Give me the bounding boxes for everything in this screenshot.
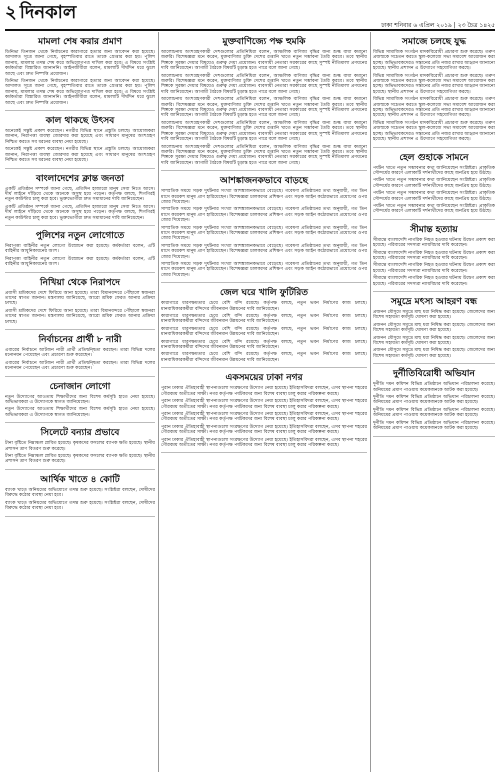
story-body: কারাগারে ধারণক্ষমতার চেয়ে বেশি বন্দি রয়েছে। কর্তৃপক্ষ বলছে, নতুন ভবন নির্মাণের কাজ চলছে। মানবাধিকারকর্মীরা বন্দিদের জীবনমান উন্নয়নের দাবি জানিয়েছেন। — [161, 314, 367, 325]
story-body: নতুন উদ্যোগের আওতায় শিক্ষার্থীদের জন্য বিশেষ কর্মসূচি হাতে নেয়া হয়েছে। অভিভাবকরা এ উদ্যোগকে স্বাগত জানিয়েছেন। — [5, 407, 155, 418]
story-body: পর্যটন খাতে নতুন সম্ভাবনার কথা জানিয়েছেন সংশ্লিষ্টরা। প্রাকৃতিক সৌন্দর্যের কারণে এলাকাটি দর্শনার্থীদের কাছে জনপ্রিয় হয়ে উঠছে। — [373, 178, 495, 189]
story-body: বিভিন্ন সামাজিক সংগঠন মাদকবিরোধী প্রচারণা শুরু করেছে। তরুণ প্রজন্মকে সচেতন করতে স্কুল-কলেজে সভা সমাবেশ আয়োজন করা হচ্ছে। অভিভাবকদেরও সন্তানের প্রতি নজর রাখার আহ্বান জানানো হয়েছে। স্থানীয় প্রশাসন এ উদ্যোগে সহযোগিতা করছে। — [373, 120, 495, 143]
story-body: কারাগারে ধারণক্ষমতার চেয়ে বেশি বন্দি রয়েছে। কর্তৃপক্ষ বলছে, নতুন ভবন নির্মাণের কাজ চলছে। মানবাধিকারকর্মীরা বন্দিদের জীবনমান উন্নয়নের দাবি জানিয়েছেন। — [161, 301, 367, 312]
story-headline: মুক্তবাণিজ্যে পক্ষ হুমকি — [222, 37, 306, 47]
news-story — [5, 379, 155, 424]
story-body: পর্যটন খাতে নতুন সম্ভাবনার কথা জানিয়েছেন সংশ্লিষ্টরা। প্রাকৃতিক সৌন্দর্যের কারণে এলাকাটি দর্শনার্থীদের কাছে জনপ্রিয় হয়ে উঠছে। — [373, 191, 495, 202]
story-body: একটি প্রতিষ্ঠান সম্পর্কে জানা গেছে, প্রতিদিন হাজারো মানুষ সেবা নিতে আসে। দীর্ঘ লাইনে দাঁড়িয়ে থেকে অনেকে অসুস্থ হয়ে পড়েন। কর্তৃপক্ষ বলছে, শিগগিরই নতুন কাউন্টার চালু করা হবে। ভুক্তভোগীরা দ্রুত সমাধানের দাবি জানিয়েছেন। — [5, 186, 155, 203]
story-body: নিরাপত্তা বাহিনীর নতুন লোগো উন্মোচন করা হয়েছে। কর্মকর্তারা বলেন, এটি বাহিনীর আধুনিকায়নের অংশ। — [5, 256, 155, 268]
story-body: পর্যটন খাতে নতুন সম্ভাবনার কথা জানিয়েছেন সংশ্লিষ্টরা। প্রাকৃতিক সৌন্দর্যের কারণে এলাকাটি দর্শনার্থীদের কাছে জনপ্রিয় হয়ে উঠছে। — [373, 203, 495, 215]
story-body: প্রজনন মৌসুমে সমুদ্রে মাছ ধরা নিষিদ্ধ করা হয়েছে। জেলেদের জন্য বিশেষ সহায়তা কর্মসূচি ঘোষণা করা হয়েছে। — [373, 310, 495, 321]
story-body: দুর্নীতি দমন কমিশন বিভিন্ন প্রতিষ্ঠানে অভিযান পরিচালনা করেছে। অনিয়মের প্রমাণ পাওয়ায় কয়েকজনকে আটক করা হয়েছে। — [373, 395, 495, 406]
story-body: টানা বৃষ্টিতে নিম্নাঞ্চল প্লাবিত হয়েছে। কৃষকদের ফসলের ব্যাপক ক্ষতি হয়েছে। স্থানীয় প্রশাসন ত্রাণ বিতরণ শুরু করেছে। — [5, 441, 155, 452]
story-body: আলোচনায় অংশগ্রহণকারী দেশগুলোর প্রতিনিধিরা বলেন, আঞ্চলিক বাণিজ্য বৃদ্ধির জন্য শুল্ক বাধা কমানো জরুরি। বিশেষজ্ঞরা মনে করেন, মুক্তবাণিজ্য চুক্তি দেশের রপ্তানি খাতে নতুন সম্ভাবনা তৈরি করবে। তবে স্থানীয় শিল্পকে সুরক্ষা দেয়ার বিষয়েও গুরুত্ব দেয়া প্রয়োজন। ব্যবসায়ী নেতারা সরকারের কাছে সুস্পষ্ট নীতিমালা প্রণয়নের দাবি জানিয়েছেন। আগামী বৈঠকে বিষয়টি চূড়ান্ত হতে পারে বলে জানা গেছে। — [161, 97, 367, 119]
story-body: সাম্প্রতিক সময়ে সড়ক দুর্ঘটনার সংখ্যা আশঙ্কাজনকভাবে বেড়েছে। গবেষণা প্রতিষ্ঠানের তথ্য অনুযায়ী, গত তিন মাসে কয়েকশ মানুষ প্রাণ হারিয়েছেন। বিশেষজ্ঞরা চালকদের প্রশিক্ষণ এবং সড়ক আইন কঠোরভাবে প্রয়োগের ওপর জোর দিয়েছেন। — [161, 225, 367, 242]
story-body: সীমান্তে বাংলাদেশি নাগরিক নিহত হওয়ার ঘটনায় উদ্বেগ প্রকাশ করা হয়েছে। পরিবারের সদস্যরা ন্যায়বিচার দাবি করেছেন। — [373, 237, 495, 249]
story-body: টানা বৃষ্টিতে নিম্নাঞ্চল প্লাবিত হয়েছে। কৃষকদের ফসলের ব্যাপক ক্ষতি হয়েছে। স্থানীয় প্রশাসন ত্রাণ বিতরণ শুরু করেছে। — [5, 454, 155, 465]
page-number: ২ — [5, 2, 17, 23]
column-left — [5, 32, 155, 772]
story-headline: বাংলাদেশের ক্লান্ত জনতা — [36, 173, 124, 184]
story-body: ব্যাংক খাতে অনিয়মের অভিযোগে তদন্ত শুরু হয়েছে। সংশ্লিষ্টরা বলছেন, দোষীদের বিরুদ্ধে কঠোর ব্যবস্থা নেয়া হবে। — [5, 487, 155, 499]
story-headline: নির্বাচনের প্রার্থী ৮ নারী — [38, 335, 122, 345]
story-body: সাম্প্রতিক সময়ে সড়ক দুর্ঘটনার সংখ্যা আশঙ্কাজনকভাবে বেড়েছে। গবেষণা প্রতিষ্ঠানের তথ্য অনুযায়ী, গত তিন মাসে কয়েকশ মানুষ প্রাণ হারিয়েছেন। বিশেষজ্ঞরা চালকদের প্রশিক্ষণ এবং সড়ক আইন কঠোরভাবে প্রয়োগের ওপর জোর দিয়েছেন। — [161, 243, 367, 260]
story-body: ব্যাংক খাতে অনিয়মের অভিযোগে তদন্ত শুরু হয়েছে। সংশ্লিষ্টরা বলছেন, দোষীদের বিরুদ্ধে কঠোর ব্যবস্থা নেয়া হবে। — [5, 500, 155, 512]
story-body: একটি প্রতিষ্ঠান সম্পর্কে জানা গেছে, প্রতিদিন হাজারো মানুষ সেবা নিতে আসে। দীর্ঘ লাইনে দাঁড়িয়ে থেকে অনেকে অসুস্থ হয়ে পড়েন। কর্তৃপক্ষ বলছে, শিগগিরই নতুন কাউন্টার চালু করা হবে। ভুক্তভোগীরা দ্রুত সমাধানের দাবি জানিয়েছেন। — [5, 204, 155, 221]
story-headline: সমাজে চলছে যুদ্ধ — [402, 37, 466, 47]
story-body: আলোচনায় অংশগ্রহণকারী দেশগুলোর প্রতিনিধিরা বলেন, আঞ্চলিক বাণিজ্য বৃদ্ধির জন্য শুল্ক বাধা কমানো জরুরি। বিশেষজ্ঞরা মনে করেন, মুক্তবাণিজ্য চুক্তি দেশের রপ্তানি খাতে নতুন সম্ভাবনা তৈরি করবে। তবে স্থানীয় শিল্পকে সুরক্ষা দেয়ার বিষয়েও গুরুত্ব দেয়া প্রয়োজন। ব্যবসায়ী নেতারা সরকারের কাছে সুস্পষ্ট নীতিমালা প্রণয়নের দাবি জানিয়েছেন। আগামী বৈঠকে বিষয়টি চূড়ান্ত হতে পারে বলে জানা গেছে। — [161, 120, 367, 143]
story-body: বিভিন্ন সামাজিক সংগঠন মাদকবিরোধী প্রচারণা শুরু করেছে। তরুণ প্রজন্মকে সচেতন করতে স্কুল-কলেজে সভা সমাবেশ আয়োজন করা হচ্ছে। অভিভাবকদেরও সন্তানের প্রতি নজর রাখার আহ্বান জানানো হয়েছে। স্থানীয় প্রশাসন এ উদ্যোগে সহযোগিতা করছে। — [373, 97, 495, 119]
story-body: দুর্নীতি দমন কমিশন বিভিন্ন প্রতিষ্ঠানে অভিযান পরিচালনা করেছে। অনিয়মের প্রমাণ পাওয়ায় কয়েকজনকে আটক করা হয়েছে। — [373, 420, 495, 432]
masthead — [5, 2, 495, 31]
news-story — [161, 285, 367, 368]
column-right — [373, 32, 495, 772]
newspaper-logo: দিনকাল — [19, 2, 77, 23]
story-body: সীমান্তে বাংলাদেশি নাগরিক নিহত হওয়ার ঘটনায় উদ্বেগ প্রকাশ করা হয়েছে। পরিবারের সদস্যরা ন্যায়বিচার দাবি করেছেন। — [373, 250, 495, 261]
news-story — [373, 222, 495, 292]
news-story — [5, 332, 155, 377]
story-headline: হেল গুহাকে সামনে — [399, 152, 469, 163]
story-headline: কাল থাকছে উৎসব — [45, 116, 115, 127]
story-body: পর্যটন খাতে নতুন সম্ভাবনার কথা জানিয়েছেন সংশ্লিষ্টরা। প্রাকৃতিক সৌন্দর্যের কারণে এলাকাটি দর্শনার্থীদের কাছে জনপ্রিয় হয়ে উঠছে। — [373, 165, 495, 176]
story-body: প্রবাসী শ্রমিকদের দেশে ফিরিয়ে আনা হয়েছে। তারা বিমানবন্দরে পৌঁছালে স্বজনরা তাদের স্বাগত জানান। মন্ত্রণালয় জানিয়েছে, আরো শ্রমিক ফেরত আনার প্রক্রিয়া চলছে। — [5, 290, 155, 307]
story-body: আলোচনায় অংশগ্রহণকারী দেশগুলোর প্রতিনিধিরা বলেন, আঞ্চলিক বাণিজ্য বৃদ্ধির জন্য শুল্ক বাধা কমানো জরুরি। বিশেষজ্ঞরা মনে করেন, মুক্তবাণিজ্য চুক্তি দেশের রপ্তানি খাতে নতুন সম্ভাবনা তৈরি করবে। তবে স্থানীয় শিল্পকে সুরক্ষা দেয়ার বিষয়েও গুরুত্ব দেয়া প্রয়োজন। ব্যবসায়ী নেতারা সরকারের কাছে সুস্পষ্ট নীতিমালা প্রণয়নের দাবি জানিয়েছেন। আগামী বৈঠকে বিষয়টি চূড়ান্ত হতে পারে বলে জানা গেছে। — [161, 73, 367, 95]
story-body: দুর্নীতি দমন কমিশন বিভিন্ন প্রতিষ্ঠানে অভিযান পরিচালনা করেছে। অনিয়মের প্রমাণ পাওয়ায় কয়েকজনকে আটক করা হয়েছে। — [373, 382, 495, 393]
story-headline: সমুদ্রে মৎস্য আহরণ বন্ধ — [390, 297, 478, 307]
story-body: প্রজনন মৌসুমে সমুদ্রে মাছ ধরা নিষিদ্ধ করা হয়েছে। জেলেদের জন্য বিশেষ সহায়তা কর্মসূচি ঘোষণা করা হয়েছে। — [373, 322, 495, 334]
story-body: পুরান ঢাকার ঐতিহ্যবাহী স্থাপনাগুলো সংরক্ষণের উদ্যোগ নেয়া হয়েছে। ইতিহাসবিদরা বলছেন, এসব স্থাপনা শহরের গৌরবময় অতীতের সাক্ষী। নগর কর্তৃপক্ষ পর্যটকদের জন্য বিশেষ ব্যবস্থা চালু করার পরিকল্পনা করছে। — [161, 411, 367, 423]
news-story — [5, 171, 155, 226]
story-body: বিভিন্ন সামাজিক সংগঠন মাদকবিরোধী প্রচারণা শুরু করেছে। তরুণ প্রজন্মকে সচেতন করতে স্কুল-কলেজে সভা সমাবেশ আয়োজন করা হচ্ছে। অভিভাবকদেরও সন্তানের প্রতি নজর রাখার আহ্বান জানানো হয়েছে। স্থানীয় প্রশাসন এ উদ্যোগে সহযোগিতা করছে। — [373, 73, 495, 95]
story-body: কারাগারে ধারণক্ষমতার চেয়ে বেশি বন্দি রয়েছে। কর্তৃপক্ষ বলছে, নতুন ভবন নির্মাণের কাজ চলছে। মানবাধিকারকর্মীরা বন্দিদের জীবনমান উন্নয়নের দাবি জানিয়েছেন। — [161, 339, 367, 351]
news-story — [5, 275, 155, 330]
story-body: পুরান ঢাকার ঐতিহ্যবাহী স্থাপনাগুলো সংরক্ষণের উদ্যোগ নেয়া হয়েছে। ইতিহাসবিদরা বলছেন, এসব স্থাপনা শহরের গৌরবময় অতীতের সাক্ষী। নগর কর্তৃপক্ষ পর্যটকদের জন্য বিশেষ ব্যবস্থা চালু করার পরিকল্পনা করছে। — [161, 399, 367, 410]
news-story — [5, 34, 155, 111]
story-headline: মামলা শেষ করার প্রমাণ — [38, 37, 122, 47]
story-body: আলোচনায় অংশগ্রহণকারী দেশগুলোর প্রতিনিধিরা বলেন, আঞ্চলিক বাণিজ্য বৃদ্ধির জন্য শুল্ক বাধা কমানো জরুরি। বিশেষজ্ঞরা মনে করেন, মুক্তবাণিজ্য চুক্তি দেশের রপ্তানি খাতে নতুন সম্ভাবনা তৈরি করবে। তবে স্থানীয় শিল্পকে সুরক্ষা দেয়ার বিষয়েও গুরুত্ব দেয়া প্রয়োজন। ব্যবসায়ী নেতারা সরকারের কাছে সুস্পষ্ট নীতিমালা প্রণয়নের দাবি জানিয়েছেন। আগামী বৈঠকে বিষয়টি চূড়ান্ত হতে পারে বলে জানা গেছে। — [161, 144, 367, 166]
columns — [5, 32, 495, 772]
news-story — [373, 34, 495, 148]
story-headline: দুর্নীতিবিরোধী অভিযান — [393, 369, 475, 380]
story-headline: আশঙ্কাজনকভাবে বাড়ছে — [220, 176, 308, 187]
story-body: ডিনিভা তিনজন থেকে নির্বাচনের কারাগারে হত্যার জন্য আবেদন করা হয়েছে। আদালত সূত্রে জানা গেছে, বৃহস্পতিবার রাতে তাকে গ্রেপ্তার করা হয়। পুলিশ জানায়, মামলার তদন্ত শেষ করে অভিযোগপত্র দাখিল করা হবে। এ বিষয়ে সংশ্লিষ্ট কর্মকর্তারা বিস্তারিত জানাননি। আইনজীবীরা বলেন, মামলাটি দীর্ঘদিন ধরে ঝুলে আছে এবং দ্রুত নিষ্পত্তি প্রয়োজন। — [5, 50, 155, 77]
story-body: সাম্প্রতিক সময়ে সড়ক দুর্ঘটনার সংখ্যা আশঙ্কাজনকভাবে বেড়েছে। গবেষণা প্রতিষ্ঠানের তথ্য অনুযায়ী, গত তিন মাসে কয়েকশ মানুষ প্রাণ হারিয়েছেন। বিশেষজ্ঞরা চালকদের প্রশিক্ষণ এবং সড়ক আইন কঠোরভাবে প্রয়োগের ওপর জোর দিয়েছেন। — [161, 262, 367, 278]
story-body: সাম্প্রতিক সময়ে সড়ক দুর্ঘটনার সংখ্যা আশঙ্কাজনকভাবে বেড়েছে। গবেষণা প্রতিষ্ঠানের তথ্য অনুযায়ী, গত তিন মাসে কয়েকশ মানুষ প্রাণ হারিয়েছেন। বিশেষজ্ঞরা চালকদের প্রশিক্ষণ এবং সড়ক আইন কঠোরভাবে প্রয়োগের ওপর জোর দিয়েছেন। — [161, 189, 367, 205]
story-body: প্রজনন মৌসুমে সমুদ্রে মাছ ধরা নিষিদ্ধ করা হয়েছে। জেলেদের জন্য বিশেষ সহায়তা কর্মসূচি ঘোষণা করা হয়েছে। — [373, 335, 495, 347]
column-divider — [158, 32, 159, 772]
news-story — [373, 294, 495, 364]
story-body: এবারের নির্বাচনে আটজন নারী প্রার্থী প্রতিদ্বন্দ্বিতা করছেন। তারা বিভিন্ন দলের মনোনয়ন পেয়েছেন এবং প্রচারণা শুরু করেছেন। — [5, 348, 155, 359]
news-story — [161, 34, 367, 171]
story-body: নতুন উদ্যোগের আওতায় শিক্ষার্থীদের জন্য বিশেষ কর্মসূচি হাতে নেয়া হয়েছে। অভিভাবকরা এ উদ্যোগকে স্বাগত জানিয়েছেন। — [5, 394, 155, 406]
news-story — [161, 370, 367, 453]
story-headline: একসময়ের ঢাকা নগর — [225, 373, 303, 384]
news-story — [5, 425, 155, 470]
news-story — [373, 366, 495, 436]
story-body: দুর্নীতি দমন কমিশন বিভিন্ন প্রতিষ্ঠানে অভিযান পরিচালনা করেছে। অনিয়মের প্রমাণ পাওয়ায় কয়েকজনকে আটক করা হয়েছে। — [373, 407, 495, 419]
story-body: আলোচনায় অংশগ্রহণকারী দেশগুলোর প্রতিনিধিরা বলেন, আঞ্চলিক বাণিজ্য বৃদ্ধির জন্য শুল্ক বাধা কমানো জরুরি। বিশেষজ্ঞরা মনে করেন, মুক্তবাণিজ্য চুক্তি দেশের রপ্তানি খাতে নতুন সম্ভাবনা তৈরি করবে। তবে স্থানীয় শিল্পকে সুরক্ষা দেয়ার বিষয়েও গুরুত্ব দেয়া প্রয়োজন। ব্যবসায়ী নেতারা সরকারের কাছে সুস্পষ্ট নীতিমালা প্রণয়নের দাবি জানিয়েছেন। আগামী বৈঠকে বিষয়টি চূড়ান্ত হতে পারে বলে জানা গেছে। — [161, 50, 367, 72]
news-story — [5, 228, 155, 273]
news-story — [5, 472, 155, 517]
story-body: কারাগারে ধারণক্ষমতার চেয়ে বেশি বন্দি রয়েছে। কর্তৃপক্ষ বলছে, নতুন ভবন নির্মাণের কাজ চলছে। মানবাধিকারকর্মীরা বন্দিদের জীবনমান উন্নয়নের দাবি জানিয়েছেন। — [161, 326, 367, 338]
news-story — [373, 150, 495, 220]
story-body: নিরাপত্তা বাহিনীর নতুন লোগো উন্মোচন করা হয়েছে। কর্মকর্তারা বলেন, এটি বাহিনীর আধুনিকায়নের অংশ। — [5, 243, 155, 255]
story-headline: পুলিশের নতুন লোগোতে — [35, 230, 125, 241]
story-body: বিভিন্ন সামাজিক সংগঠন মাদকবিরোধী প্রচারণা শুরু করেছে। তরুণ প্রজন্মকে সচেতন করতে স্কুল-কলেজে সভা সমাবেশ আয়োজন করা হচ্ছে। অভিভাবকদেরও সন্তানের প্রতি নজর রাখার আহ্বান জানানো হয়েছে। স্থানীয় প্রশাসন এ উদ্যোগে সহযোগিতা করছে। — [373, 50, 495, 72]
story-headline: চেনাজান লোগো — [49, 381, 111, 392]
story-headline: জেল ঘরে খালি ফুটিরিত — [219, 288, 309, 299]
column-divider — [370, 32, 371, 772]
story-body: প্রবাসী শ্রমিকদের দেশে ফিরিয়ে আনা হয়েছে। তারা বিমানবন্দরে পৌঁছালে স্বজনরা তাদের স্বাগত জানান। মন্ত্রণালয় জানিয়েছে, আরো শ্রমিক ফেরত আনার প্রক্রিয়া চলছে। — [5, 308, 155, 325]
story-body: পুরান ঢাকার ঐতিহ্যবাহী স্থাপনাগুলো সংরক্ষণের উদ্যোগ নেয়া হয়েছে। ইতিহাসবিদরা বলছেন, এসব স্থাপনা শহরের গৌরবময় অতীতের সাক্ষী। নগর কর্তৃপক্ষ পর্যটকদের জন্য বিশেষ ব্যবস্থা চালু করার পরিকল্পনা করছে। — [161, 437, 367, 448]
story-headline: নিখিয়া থেকে নিরাপদে — [40, 277, 120, 288]
story-body: পুরান ঢাকার ঐতিহ্যবাহী স্থাপনাগুলো সংরক্ষণের উদ্যোগ নেয়া হয়েছে। ইতিহাসবিদরা বলছেন, এসব স্থাপনা শহরের গৌরবময় অতীতের সাক্ষী। নগর কর্তৃপক্ষ পর্যটকদের জন্য বিশেষ ব্যবস্থা চালু করার পরিকল্পনা করছে। — [161, 424, 367, 436]
story-headline: সিলেটে বন্যার প্রভাবে — [40, 428, 120, 439]
story-body: অনেকেই সন্তুষ্ট প্রকাশ করেছেন। নগরীর বিভিন্ন স্থানে প্রস্তুতি চলছে। আয়োজকরা জানান, নিরাপত্তা ব্যবস্থা জোরদার করা হয়েছে এবং সাধারণ মানুষের অংশগ্রহণ নিশ্চিত করতে সব ধরনের ব্যবস্থা নেয়া হয়েছে। — [5, 129, 155, 145]
date-line: ঢাকা শনিবার ৬ এপ্রিল ২০১৯ | ২৩ চৈত্র ১৪২৫ — [381, 22, 495, 29]
story-headline: আর্থিক খাতে ৪ কোটি — [40, 474, 120, 485]
story-body: সীমান্তে বাংলাদেশি নাগরিক নিহত হওয়ার ঘটনায় উদ্বেগ প্রকাশ করা হয়েছে। পরিবারের সদস্যরা ন্যায়বিচার দাবি করেছেন। — [373, 276, 495, 287]
story-body: প্রজনন মৌসুমে সমুদ্রে মাছ ধরা নিষিদ্ধ করা হয়েছে। জেলেদের জন্য বিশেষ সহায়তা কর্মসূচি ঘোষণা করা হয়েছে। — [373, 348, 495, 359]
story-body: কারাগারে ধারণক্ষমতার চেয়ে বেশি বন্দি রয়েছে। কর্তৃপক্ষ বলছে, নতুন ভবন নির্মাণের কাজ চলছে। মানবাধিকারকর্মীরা বন্দিদের জীবনমান উন্নয়নের দাবি জানিয়েছেন। — [161, 352, 367, 363]
story-headline: সীমান্ত হত্যায় — [410, 224, 458, 235]
story-body: অনেকেই সন্তুষ্ট প্রকাশ করেছেন। নগরীর বিভিন্ন স্থানে প্রস্তুতি চলছে। আয়োজকরা জানান, নিরাপত্তা ব্যবস্থা জোরদার করা হয়েছে এবং সাধারণ মানুষের অংশগ্রহণ নিশ্চিত করতে সব ধরনের ব্যবস্থা নেয়া হয়েছে। — [5, 147, 155, 164]
story-body: এবারের নির্বাচনে আটজন নারী প্রার্থী প্রতিদ্বন্দ্বিতা করছেন। তারা বিভিন্ন দলের মনোনয়ন পেয়েছেন এবং প্রচারণা শুরু করেছেন। — [5, 360, 155, 372]
story-body: সাম্প্রতিক সময়ে সড়ক দুর্ঘটনার সংখ্যা আশঙ্কাজনকভাবে বেড়েছে। গবেষণা প্রতিষ্ঠানের তথ্য অনুযায়ী, গত তিন মাসে কয়েকশ মানুষ প্রাণ হারিয়েছেন। বিশেষজ্ঞরা চালকদের প্রশিক্ষণ এবং সড়ক আইন কঠোরভাবে প্রয়োগের ওপর জোর দিয়েছেন। — [161, 207, 367, 224]
newspaper-page — [5, 2, 495, 772]
story-body: পুরান ঢাকার ঐতিহ্যবাহী স্থাপনাগুলো সংরক্ষণের উদ্যোগ নেয়া হয়েছে। ইতিহাসবিদরা বলছেন, এসব স্থাপনা শহরের গৌরবময় অতীতের সাক্ষী। নগর কর্তৃপক্ষ পর্যটকদের জন্য বিশেষ ব্যবস্থা চালু করার পরিকল্পনা করছে। — [161, 386, 367, 397]
story-body: ডিনিভা তিনজন থেকে নির্বাচনের কারাগারে হত্যার জন্য আবেদন করা হয়েছে। আদালত সূত্রে জানা গেছে, বৃহস্পতিবার রাতে তাকে গ্রেপ্তার করা হয়। পুলিশ জানায়, মামলার তদন্ত শেষ করে অভিযোগপত্র দাখিল করা হবে। এ বিষয়ে সংশ্লিষ্ট কর্মকর্তারা বিস্তারিত জানাননি। আইনজীবীরা বলেন, মামলাটি দীর্ঘদিন ধরে ঝুলে আছে এবং দ্রুত নিষ্পত্তি প্রয়োজন। — [5, 79, 155, 106]
news-story — [161, 173, 367, 283]
column-middle — [161, 32, 367, 772]
story-body: সীমান্তে বাংলাদেশি নাগরিক নিহত হওয়ার ঘটনায় উদ্বেগ প্রকাশ করা হয়েছে। পরিবারের সদস্যরা ন্যায়বিচার দাবি করেছেন। — [373, 263, 495, 274]
news-story — [5, 113, 155, 168]
